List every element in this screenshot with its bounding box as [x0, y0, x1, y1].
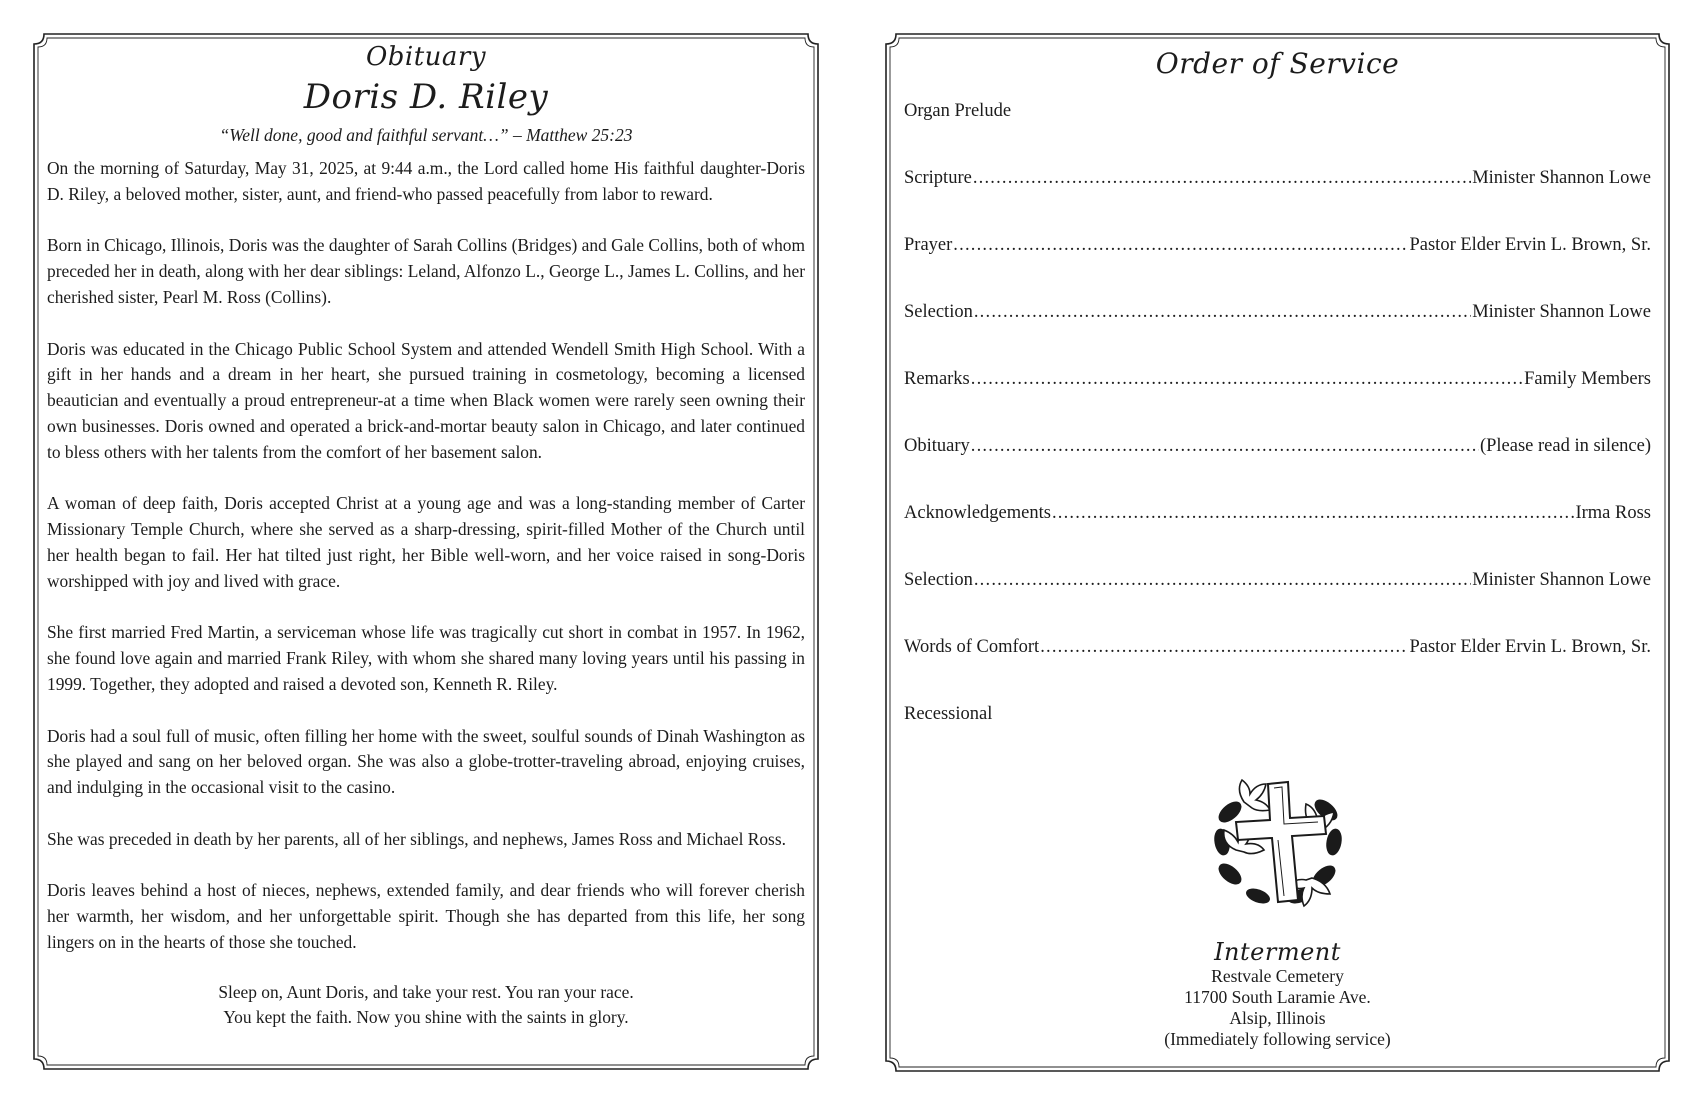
obituary-paragraph: A woman of deep faith, Doris accepted Christ at a young age and was a long-standing member of Carter Missionary Temple Church, where she served as a sharp-dressing, spirit-filled Mother of the Church until her health began to fail. Her hat tilted just right, her Bible well-worn, and her voice raised in song-Doris worshipped with joy and lived with grace. — [47, 493, 805, 591]
service-item-label: Recessional — [904, 704, 993, 724]
interment-heading: Interment — [1214, 938, 1341, 966]
service-item-presenter: Minister Shannon Lowe — [1472, 302, 1651, 322]
leader-dots — [971, 433, 1479, 459]
obituary-heading: Obituary — [365, 42, 487, 72]
closing-line: Sleep on, Aunt Doris, and take your rest. You ran your race. — [218, 981, 634, 1002]
service-item-label: Prayer — [904, 235, 953, 255]
order-of-service-panel — [882, 30, 1673, 1075]
scripture-verse: “Well done, good and faithful servant…” – Matthew 25:23 — [219, 125, 633, 145]
service-item-presenter: Minister Shannon Lowe — [1472, 570, 1651, 590]
service-item — [904, 701, 1651, 768]
service-item — [904, 366, 1651, 433]
deceased-name: Doris D. Riley — [303, 77, 549, 117]
service-item-label: Words of Comfort — [904, 637, 1040, 657]
obituary-panel — [30, 30, 822, 1073]
cross-with-lilies-icon — [1208, 772, 1348, 912]
service-item-label: Scripture — [904, 168, 972, 188]
order-of-service-heading: Order of Service — [1155, 47, 1400, 80]
cemetery-name: Restvale Cemetery — [1211, 966, 1344, 986]
service-item — [904, 232, 1651, 299]
interment-block — [882, 938, 1673, 1050]
leader-dots — [971, 366, 1523, 392]
service-item-presenter: Minister Shannon Lowe — [1472, 168, 1651, 188]
service-item — [904, 567, 1651, 634]
leader-dots — [973, 165, 1471, 191]
service-item-presenter: (Please read in silence) — [1479, 436, 1651, 456]
obituary-paragraph: Doris was educated in the Chicago Public School System and attended Wendell Smith High School. With a gift in her hands and a dream in her heart, she pursued training in cosmetology, becoming a licensed beautician and eventually a proud entrepreneur-at a time when Black women were rarely seen owning their own businesses. Doris owned and operated a brick-and-mortar beauty salon in Chicago, and later continued to bless others with her talents from the comfort of her basement salon. — [47, 338, 805, 462]
service-item-label: Selection — [904, 570, 973, 590]
interment-note: (Immediately following service) — [1164, 1029, 1391, 1049]
service-item — [904, 500, 1651, 567]
service-item-label: Remarks — [904, 369, 970, 389]
service-item — [904, 299, 1651, 366]
leader-dots — [1052, 500, 1575, 526]
service-item-presenter: Family Members — [1524, 369, 1651, 389]
obituary-paragraph: On the morning of Saturday, May 31, 2025, at 9:44 a.m., the Lord called home His faithful daughter-Doris D. Riley, a beloved mother, sister, aunt, and friend-who passed peacefully from labor to reward. — [47, 158, 805, 204]
service-item — [904, 634, 1651, 701]
obituary-paragraph: Doris had a soul full of music, often filling her home with the sweet, soulful sounds of Dinah Washington as she played and sang on her beloved organ. She was also a globe-trotter-traveling abroad, enjoying cruises, and indulging in the occasional visit to the casino. — [47, 725, 805, 798]
service-item — [904, 165, 1651, 232]
obituary-paragraph: Doris leaves behind a host of nieces, nephews, extended family, and dear friends who will forever cherish her warmth, her wisdom, and her unforgettable spirit. Though she has departed from this life, her song lingers on in the hearts of those she touched. — [47, 880, 805, 952]
service-item-presenter: Irma Ross — [1575, 503, 1651, 523]
service-item — [904, 98, 1651, 165]
service-program-list — [904, 98, 1651, 768]
closing-verse — [47, 980, 805, 1032]
service-item-presenter: Pastor Elder Ervin L. Brown, Sr. — [1409, 637, 1651, 657]
service-item-presenter: Pastor Elder Ervin L. Brown, Sr. — [1409, 235, 1651, 255]
obituary-paragraph: She was preceded in death by her parents, all of her siblings, and nephews, James Ross and Michael Ross. — [47, 828, 786, 849]
obituary-paragraph: She first married Fred Martin, a serviceman whose life was tragically cut short in combat in 1957. In 1962, she found love again and married Frank Riley, with whom she shared many loving years until his passing in 1999. Together, they adopted and raised a devoted son, Kenneth R. Riley. — [47, 622, 805, 694]
service-item-label: Selection — [904, 302, 973, 322]
closing-line: You kept the faith. Now you shine with the saints in glory. — [223, 1007, 629, 1028]
service-item — [904, 433, 1651, 500]
service-item-label: Organ Prelude — [904, 101, 1012, 121]
cemetery-city: Alsip, Illinois — [1229, 1008, 1326, 1028]
service-item-label: Acknowledgements — [904, 503, 1051, 523]
cemetery-address: 11700 South Laramie Ave. — [1184, 987, 1371, 1007]
leader-dots — [974, 567, 1471, 593]
leader-dots — [974, 299, 1471, 325]
leader-dots — [953, 232, 1408, 258]
service-item-label: Obituary — [904, 436, 970, 456]
leader-dots — [1040, 634, 1408, 660]
obituary-paragraph: Born in Chicago, Illinois, Doris was the daughter of Sarah Collins (Bridges) and Gale Collins, both of whom preceded her in death, along with her dear siblings: Leland, Alfonzo L., George L., James L. Collins, and her cherished sister, Pearl M. Ross (Collins). — [47, 235, 805, 307]
